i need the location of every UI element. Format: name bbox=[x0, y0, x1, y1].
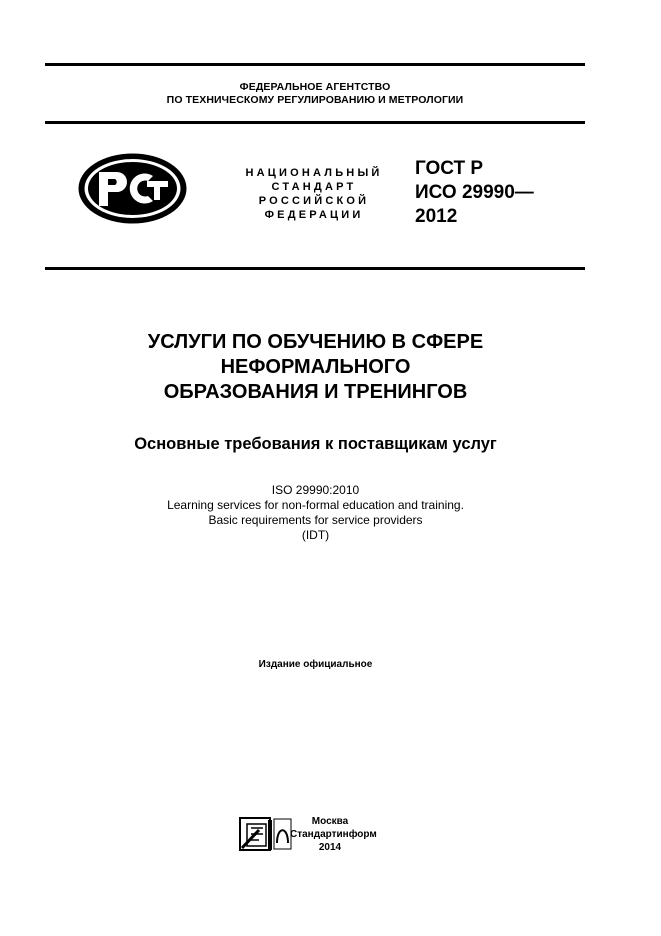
code-line-3: 2012 bbox=[415, 206, 458, 227]
rst-logo-icon bbox=[77, 152, 188, 225]
national-line-1: НАЦИОНАЛЬНЫЙ bbox=[245, 167, 383, 179]
national-line-3: РОССИЙСКОЙ bbox=[258, 195, 370, 207]
top-rule bbox=[45, 63, 585, 66]
title-line-1: УСЛУГИ ПО ОБУЧЕНИЮ В СФЕРЕ bbox=[147, 331, 484, 353]
standard-code bbox=[415, 157, 534, 229]
agency-header bbox=[45, 81, 585, 107]
iso-line-2: Learning services for non-formal education and training. bbox=[167, 498, 464, 512]
standard-rule bbox=[45, 267, 585, 270]
national-line-2: СТАНДАРТ bbox=[271, 181, 357, 193]
title-line-3: ОБРАЗОВАНИЯ И ТРЕНИНГОВ bbox=[163, 381, 468, 403]
publisher-block bbox=[290, 815, 377, 854]
publisher-city: Москва bbox=[311, 816, 349, 827]
publisher-year: 2014 bbox=[318, 842, 342, 853]
header-rule bbox=[45, 121, 585, 124]
official-edition-label: Издание официальное bbox=[258, 659, 373, 670]
iso-line-4: (IDT) bbox=[301, 528, 330, 542]
iso-line-1: ISO 29990:2010 bbox=[271, 483, 360, 497]
national-standard-label bbox=[226, 166, 402, 222]
agency-line-1: ФЕДЕРАЛЬНОЕ АГЕНТСТВО bbox=[239, 81, 391, 93]
document-title bbox=[0, 330, 631, 405]
code-line-2: ИСО 29990— bbox=[415, 182, 534, 203]
agency-line-2: ПО ТЕХНИЧЕСКОМУ РЕГУЛИРОВАНИЮ И МЕТРОЛОГИИ bbox=[166, 94, 464, 106]
document-subtitle: Основные требования к поставщикам услуг bbox=[134, 435, 497, 453]
iso-reference bbox=[0, 483, 631, 543]
publisher-name: Стандартинформ bbox=[290, 829, 377, 840]
iso-line-3: Basic requirements for service providers bbox=[208, 513, 423, 527]
national-line-4: ФЕДЕРАЦИИ bbox=[264, 209, 364, 221]
standartinform-logo-icon bbox=[239, 816, 293, 852]
title-line-2: НЕФОРМАЛЬНОГО bbox=[220, 356, 411, 378]
code-line-1: ГОСТ Р bbox=[415, 158, 484, 179]
